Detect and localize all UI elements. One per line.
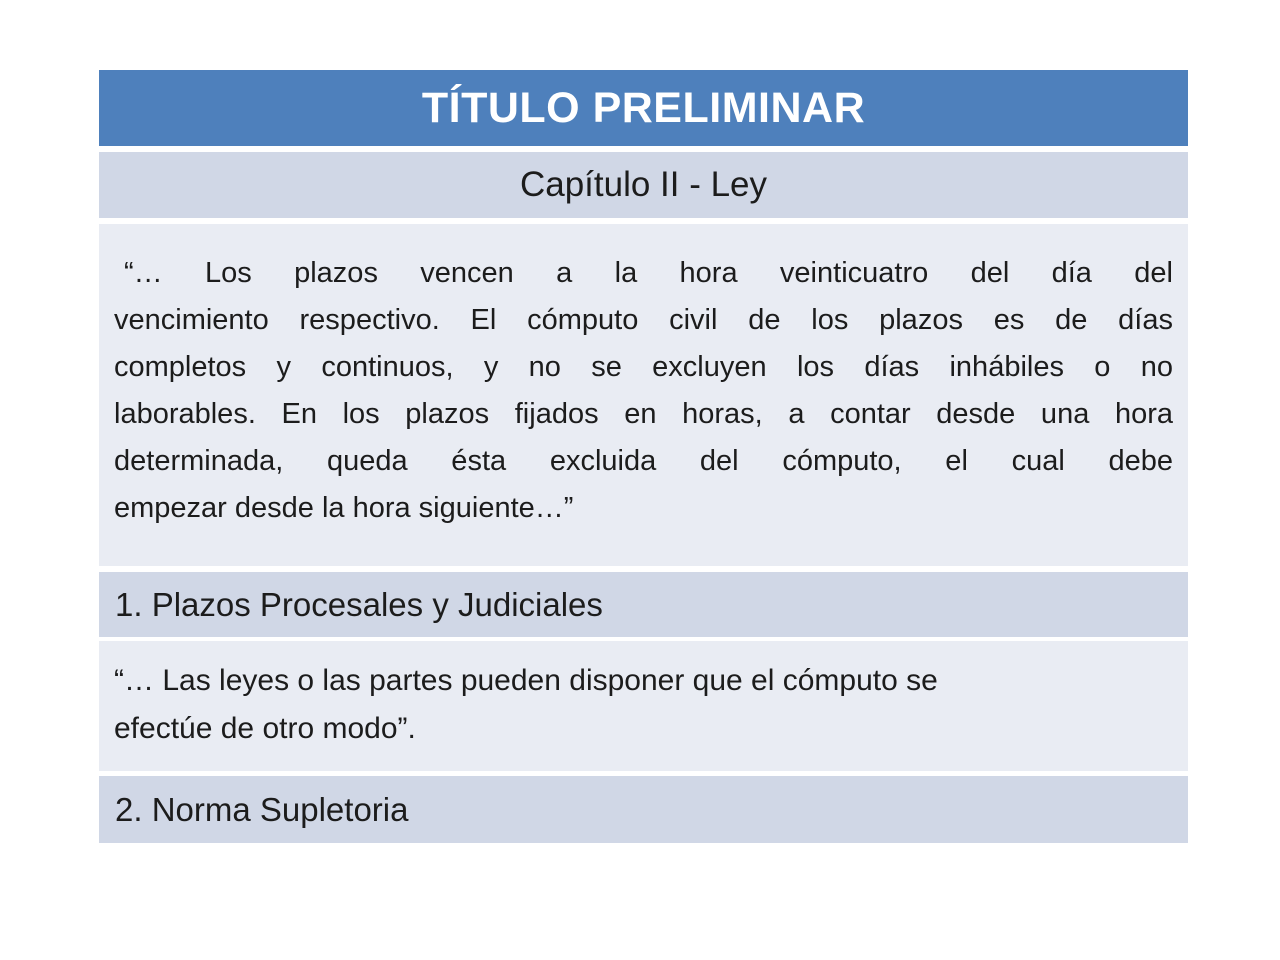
law-table [99, 70, 1188, 843]
section-2-label: 2. Norma Supletoria [115, 790, 409, 828]
table-title-row [99, 70, 1188, 146]
quote-line: efectúe de otro modo”. [114, 712, 416, 745]
section-1-label: 1. Plazos Procesales y Judiciales [115, 585, 603, 623]
quote-line: laborables. En los plazos fijados en horas, a contar desde una hora [114, 398, 1173, 430]
chapter-label: Capítulo II - Ley [519, 165, 768, 204]
section-2-row [99, 776, 1188, 843]
quote-line: completos y continuos, y no se excluyen los días inhábiles o no [114, 351, 1173, 383]
quote-line: “… Las leyes o las partes pueden disponer que el cómputo se [114, 664, 938, 697]
quote-line: vencimiento respectivo. El cómputo civil de los plazos es de días [114, 304, 1173, 336]
chapter-row [99, 152, 1188, 218]
section-1-row [99, 572, 1188, 637]
quote-line: empezar desde la hora siguiente…” [114, 492, 574, 524]
law-quote-2 [99, 641, 1188, 771]
table-title: TÍTULO PRELIMINAR [421, 83, 866, 132]
quote-line: “… Los plazos vencen a la hora veinticuatro del día del [124, 257, 1173, 289]
law-quote-1 [99, 224, 1188, 566]
quote-line: determinada, queda ésta excluida del cómputo, el cual debe [114, 445, 1173, 477]
